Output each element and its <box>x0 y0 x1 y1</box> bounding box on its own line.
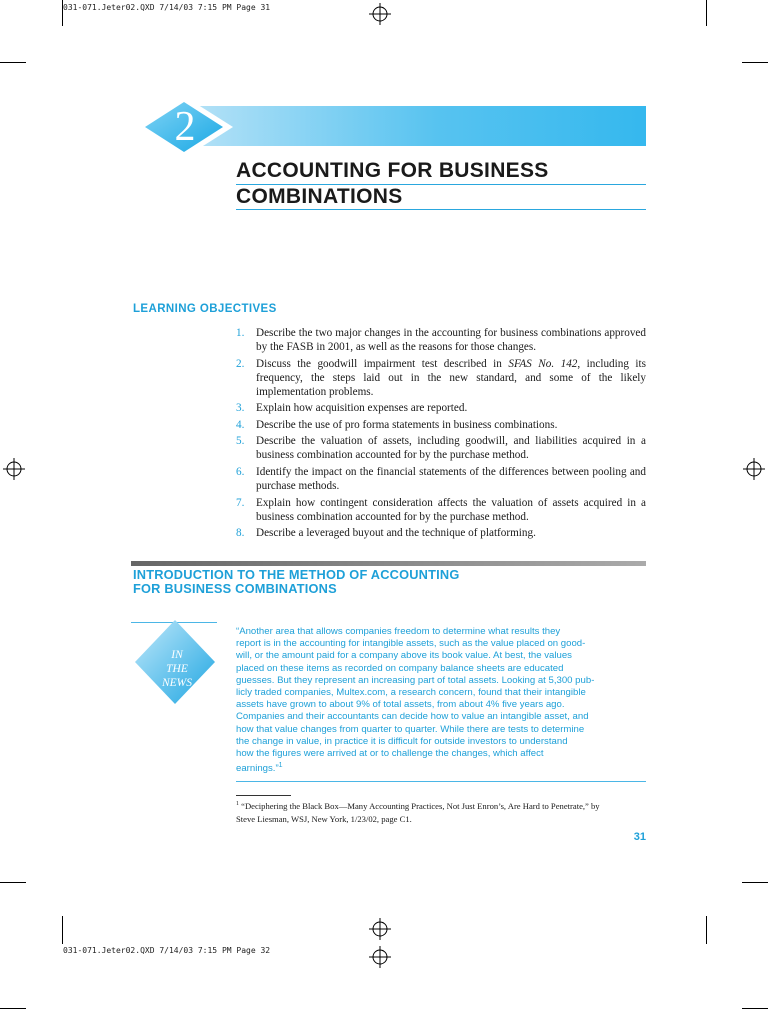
crop-mark <box>62 0 63 26</box>
list-item <box>236 526 646 540</box>
objective-number: 7. <box>236 496 245 509</box>
quote-line: guesses. But they represent an increasing part of total assets. Looking at 5,300 pub- <box>236 674 595 686</box>
objective-text: Discuss the goodwill impairment test described in <box>256 357 509 370</box>
learning-objectives-list <box>236 326 646 543</box>
objective-number: 4. <box>236 418 245 431</box>
objective-text: Describe a leveraged buyout and the technique of platforming. <box>256 527 536 540</box>
list-item <box>236 418 646 432</box>
quote-line: report is in the accounting for intangible assets, such as the value placed on good- <box>236 638 586 650</box>
list-item <box>236 434 646 462</box>
crop-mark <box>742 882 768 883</box>
quote-line: how the figures were arrived at or to challenge the changes, which affect <box>236 748 544 760</box>
in-the-news-badge <box>159 648 195 690</box>
quote-line: assets have grown to about 9% of total assets, from about 4% five years ago. <box>236 699 565 711</box>
quote-line: how that value changes from quarter to quarter. While there are tests to determine <box>236 723 585 735</box>
quote-line: placed on these items as recorded on company balance sheets are educated <box>236 662 564 674</box>
quote-line: Companies and their accountants can decide how to value an intangible asset, and <box>236 711 589 723</box>
list-item <box>236 401 646 415</box>
slug-bottom: 031-071.Jeter02.QXD 7/14/03 7:15 PM Page 32 <box>63 946 271 955</box>
footnote-line <box>236 798 646 813</box>
quote-line <box>236 760 646 775</box>
footnote-text: “Deciphering the Black Box—Many Accounting Practices, Not Just Enron’s, Are Hard to Penetrate,” by <box>239 800 600 811</box>
chapter-banner <box>180 106 646 146</box>
objective-text: Explain how contingent consideration affects the valuation of assets acquired in a business combination accounted for by the purchase method. <box>256 496 646 523</box>
section-heading-line2: FOR BUSINESS COMBINATIONS <box>133 581 337 596</box>
footnote-rule <box>236 795 291 796</box>
quote-line: “Another area that allows companies freedom to determine what results they <box>236 626 561 637</box>
objective-number: 5. <box>236 435 245 448</box>
learning-objectives-heading: LEARNING OBJECTIVES <box>133 303 277 315</box>
objective-number: 1. <box>236 327 245 339</box>
list-item <box>236 326 646 354</box>
list-item <box>236 357 646 399</box>
section-heading-line1: INTRODUCTION TO THE METHOD OF ACCOUNTING <box>133 567 460 582</box>
crop-mark <box>742 62 768 63</box>
objective-text-emphasis: SFAS No. 142 <box>508 357 578 370</box>
news-bottom-rule <box>236 781 646 782</box>
crop-mark <box>706 0 707 26</box>
footnote-marker: 1 <box>236 801 239 807</box>
registration-mark-icon <box>743 458 765 480</box>
section-divider <box>131 561 646 566</box>
objective-text: Explain how acquisition expenses are reported. <box>256 402 468 415</box>
news-quote <box>236 626 646 776</box>
crop-mark <box>0 1008 26 1009</box>
chapter-title-line2: COMBINATIONS <box>236 185 403 208</box>
objective-text: Describe the valuation of assets, including goodwill, and liabilities acquired in a business combination accounted for by the purchase method. <box>256 435 646 462</box>
crop-mark <box>706 916 707 944</box>
registration-mark-icon <box>369 918 391 940</box>
objective-text: Describe the two major changes in the accounting for business combinations approved by the FASB in 2001, as well as the reasons for those changes. <box>256 327 646 353</box>
crop-mark <box>62 916 63 944</box>
title-rule <box>236 209 646 210</box>
crop-mark <box>742 1008 768 1009</box>
objective-number: 8. <box>236 527 245 540</box>
chapter-number: 2 <box>174 104 196 150</box>
chapter-title-line1: ACCOUNTING FOR BUSINESS <box>236 159 549 182</box>
badge-line: THE <box>166 663 188 675</box>
quote-text: earnings.” <box>236 763 279 775</box>
objective-number: 6. <box>236 465 245 478</box>
registration-mark-icon <box>3 458 25 480</box>
footnote-line: Steve Liesman, WSJ, New York, 1/23/02, page C1. <box>236 813 412 824</box>
quote-line: will, or the amount paid for a company above its book value. At best, the values <box>236 650 572 662</box>
registration-mark-icon <box>369 3 391 25</box>
footnote <box>236 798 646 826</box>
list-item <box>236 496 646 524</box>
objective-number: 3. <box>236 402 245 415</box>
quote-line: licly traded companies, Multex.com, a research concern, found that their intangible <box>236 687 586 699</box>
objective-number: 2. <box>236 357 245 370</box>
crop-mark <box>0 62 26 63</box>
badge-line: IN <box>171 649 183 661</box>
footnote-ref[interactable]: 1 <box>278 762 283 770</box>
badge-line: NEWS <box>161 677 193 689</box>
slug-top: 031-071.Jeter02.QXD 7/14/03 7:15 PM Page 31 <box>63 3 271 12</box>
quote-line: the change in value, in practice it is difficult for outside investors to understand <box>236 735 568 747</box>
list-item <box>236 465 646 493</box>
objective-text: , including its frequency, the steps laid out in the new standard, and some of the likely implementation problems. <box>256 357 646 398</box>
objective-text: Identify the impact on the financial statements of the differences between pooling and purchase methods. <box>256 465 646 492</box>
crop-mark <box>0 882 26 883</box>
registration-mark-icon <box>369 946 391 968</box>
objective-text: Describe the use of pro forma statements in business combinations. <box>256 418 558 431</box>
page-number: 31 <box>633 831 646 843</box>
